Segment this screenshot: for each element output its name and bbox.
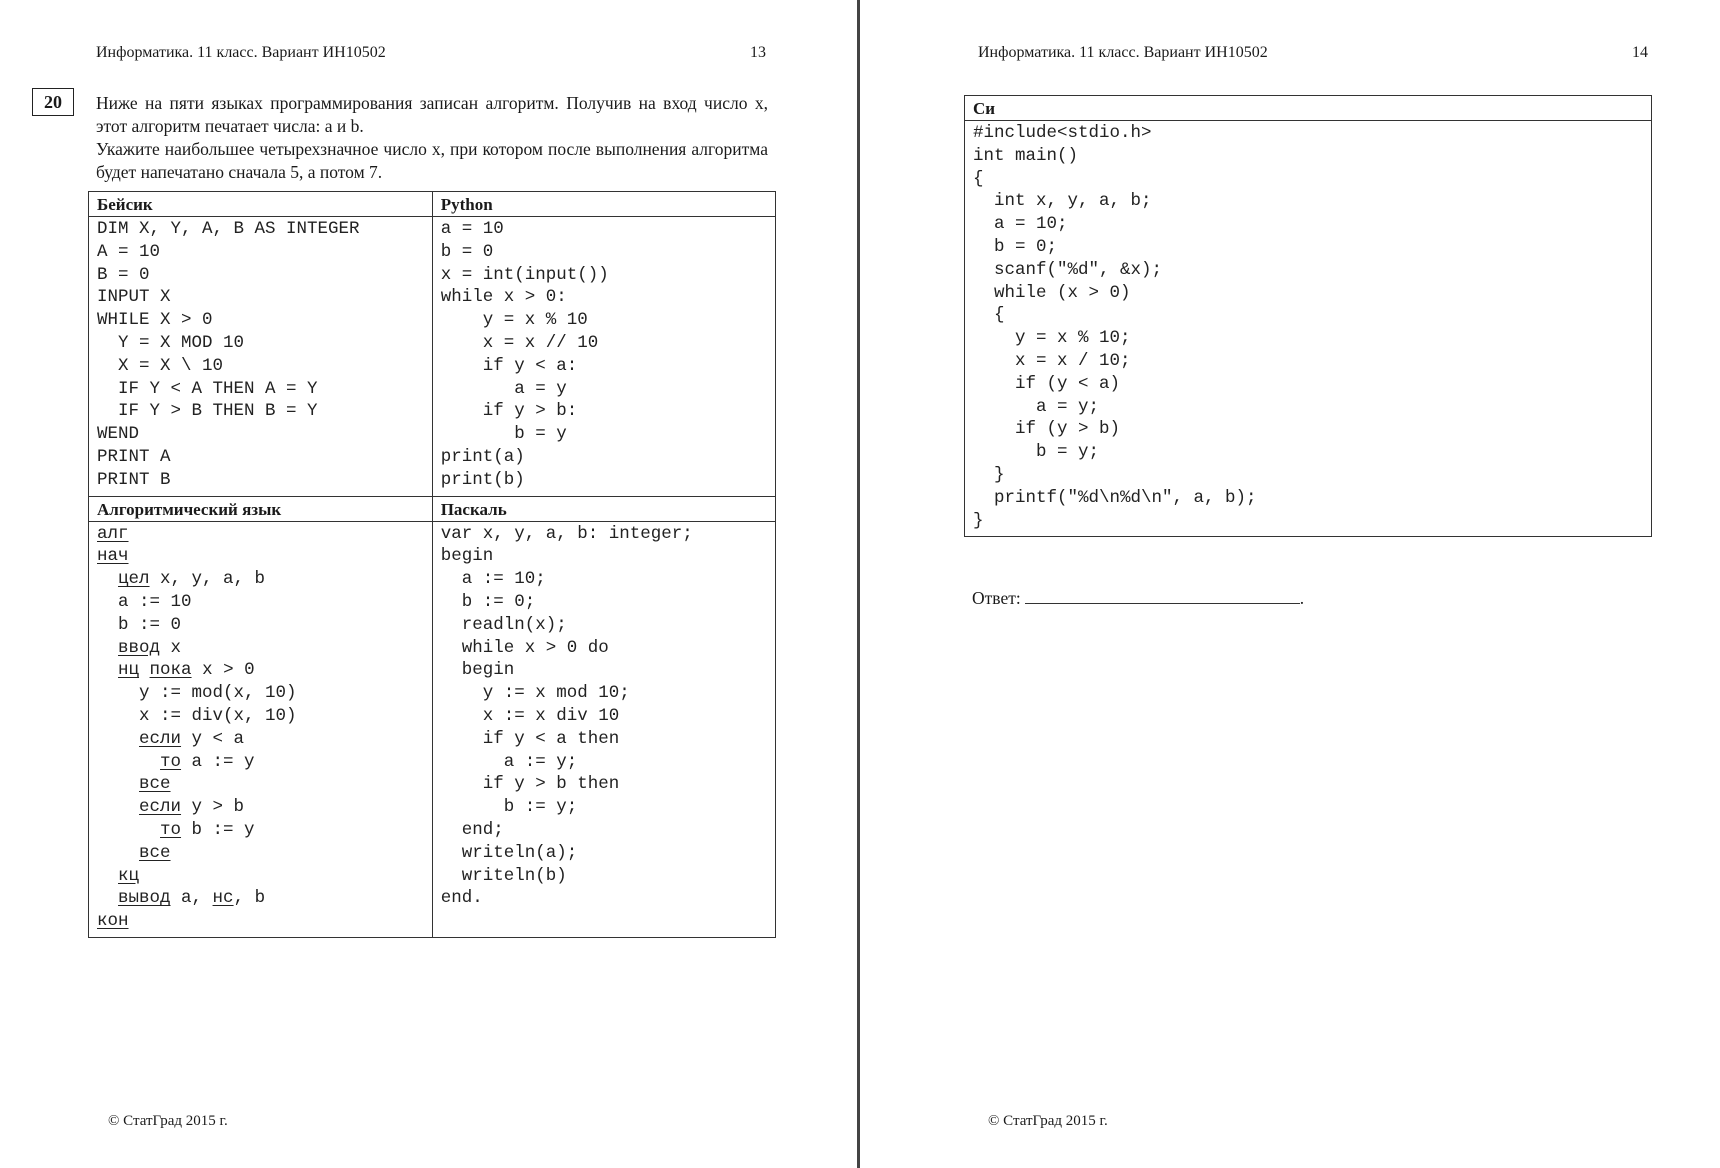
page-footer-right: © СтатГрад 2015 г. — [988, 1113, 1108, 1129]
c-cell — [965, 121, 1652, 537]
page-number: 13 — [750, 44, 766, 61]
answer-end: . — [1299, 588, 1305, 608]
algo-keyword: вывод — [118, 888, 171, 909]
algo-keyword: все — [139, 842, 171, 863]
algo-keyword: цел — [118, 569, 150, 590]
algo-keyword: кон — [97, 911, 129, 932]
algo-title: Алгоритмический язык — [89, 496, 433, 521]
page-header-title-right: Информатика. 11 класс. Вариант ИН10502 — [978, 44, 1268, 61]
algo-code: алг нач цел x, y, a, b a := 10 b := 0 ввод x нц пока x > 0 y := mod(x, 10) x := div(x, 10) если y < a то a := y все если y > b то b := y все кц вывод a, нс, b кон — [97, 523, 297, 932]
python-title: Python — [432, 192, 775, 217]
algo-keyword: нач — [97, 546, 129, 567]
question-number: 20 — [32, 88, 74, 116]
task-paragraph-1: Ниже на пяти языках программирования записан алгоритм. Получив на вход число x, этот алгоритм печатает числа: a и b. — [96, 93, 768, 136]
algo-keyword: кц — [118, 865, 140, 886]
c-code-table — [964, 95, 1652, 537]
page-footer: © СтатГрад 2015 г. — [108, 1113, 228, 1129]
algo-keyword: то — [160, 819, 182, 840]
algo-keyword: нс — [212, 888, 234, 909]
answer-row — [972, 585, 1304, 609]
algo-keyword: ввод — [118, 637, 161, 658]
algo-keyword: если — [139, 728, 182, 749]
c-code: #include<stdio.h> int main() { int x, y, a, b; a = 10; b = 0; scanf("%d", &x); while (x > 0) { y = x % 10; x = x / 10; if (y < a) a = y; if (y > b) b = y; } printf("%d\n%d\n", a, b); } — [973, 123, 1257, 531]
page-header-title: Информатика. 11 класс. Вариант ИН10502 — [96, 44, 386, 61]
algo-keyword: если — [139, 797, 182, 818]
answer-field[interactable] — [1025, 585, 1300, 604]
algo-keyword: пока — [149, 660, 192, 681]
answer-label: Ответ: — [972, 588, 1021, 608]
basic-code: DIM X, Y, A, B AS INTEGER A = 10 B = 0 INPUT X WHILE X > 0 Y = X MOD 10 X = X \ 10 IF Y < A THEN A = Y IF Y > B THEN B = Y WEND PRINT A PRINT B — [97, 219, 360, 490]
algo-keyword: нц — [118, 660, 140, 681]
c-title: Си — [965, 96, 1652, 121]
task-paragraph-2: Укажите наибольшее четырехзначное число x, при котором после выполнения алгоритма будет напечатано сначала 5, а потом 7. — [96, 139, 768, 182]
python-code: a = 10 b = 0 x = int(input()) while x > 0: y = x % 10 x = x // 10 if y < a: a = y if y > b: b = y print(a) print(b) — [440, 219, 609, 490]
page-number-right: 14 — [1632, 44, 1648, 61]
pascal-title: Паскаль — [432, 496, 775, 521]
pascal-code: var x, y, a, b: integer; begin a := 10; b := 0; readln(x); while x > 0 do begin y := x mod 10; x := x div 10 if y < a then a := y; if y > b then b := y; end; writeln(a); writeln(b) end. — [440, 523, 693, 909]
algo-keyword: все — [139, 774, 171, 795]
algo-keyword: то — [160, 751, 182, 772]
algo-keyword: алг — [97, 523, 129, 544]
basic-title: Бейсик — [89, 192, 433, 217]
